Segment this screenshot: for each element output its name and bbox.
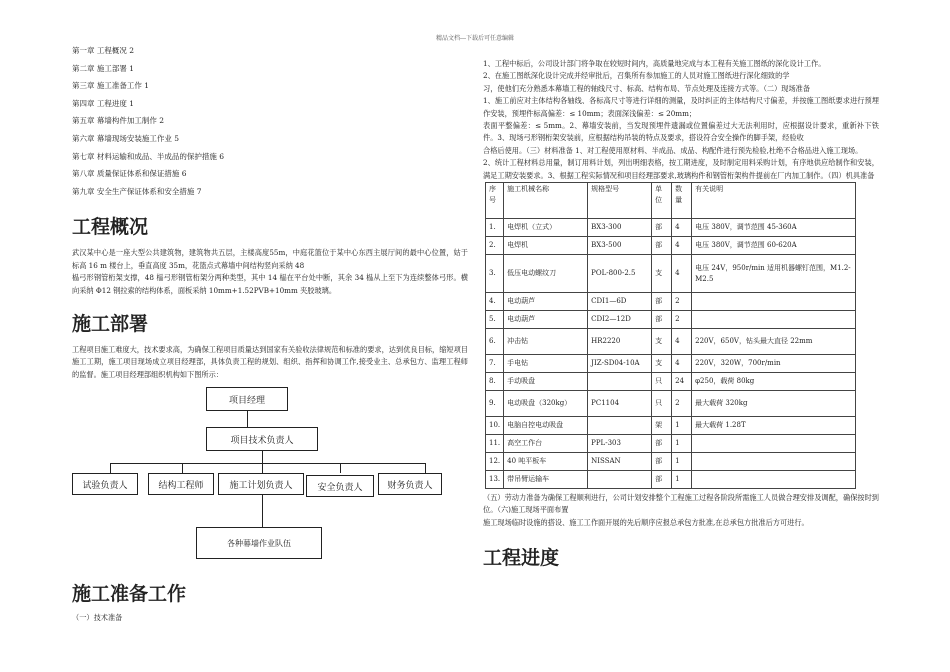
cell-model: HR2220 [588,329,652,355]
right-paragraph: 习，使他们充分熟悉本幕墙工程的轴线尺寸、标高、结构布局、节点处理及连接方式等。（二）现场准备 [483,83,811,93]
cell-model: POL-800-2.5 [588,255,652,293]
right-paragraph: 2、在施工图纸深化设计完成并经审批后，召集所有参加施工的人员对施工图纸进行深化细致的学 [483,71,790,81]
right-column [483,58,879,570]
cell-model: BX3-300 [588,219,652,237]
org-connector [262,451,263,463]
right-paragraph: 1、施工前应对主体结构各轴线、各标高尺寸等进行详细的测量，及时纠正的主体结构尺寸偏差，并按施工图纸要求进行预埋作安装，预埋件标高偏差：≤ 10mm；表面深浅偏差：≤ 20mm； [483,96,879,118]
org-box-finance-lead: 财务负责人 [378,473,442,495]
machine-table [485,182,856,489]
toc-item[interactable]: 第八章 质量保证体系和保证措施 6 [72,169,187,179]
cell-qty: 4 [672,255,692,293]
cell-model: CDI1—6D [588,293,652,311]
prep-subtitle: （一）技术准备 [72,613,123,623]
cell-no: 13. [486,471,504,489]
right-paragraph: （五）劳动力准备为确保工程顺利进行，公司计划安排整个工程施工过程各阶段所需施工人员做合理安排及调配，确保按时到位。（六)施工现场平面布置 [483,493,879,515]
table-of-contents [72,42,468,200]
org-connector [247,411,248,427]
org-box-test-lead: 试验负责人 [72,473,138,495]
cell-unit: 部 [652,435,672,453]
cell-name: 高空工作台 [504,435,588,453]
org-box-project-manager: 项目经理 [206,387,288,411]
cell-unit: 部 [652,453,672,471]
cell-unit: 架 [652,417,672,435]
right-paragraph: 表面平整偏差：≤ 5mm。2、幕墙安装前，当发现预埋件遗漏或位置偏差过大无法利用时，应根据设计要求，重新补下铁件。3、现场弓形钢桁架安装前，应根据结构吊装的特点及要求，搭设符合安全操作的脚手架，经验收 [483,121,879,143]
table-row [486,293,856,311]
cell-notes: 220V，320W，700r/min [692,355,856,373]
org-box-construction-plan-lead: 施工计划负责人 [218,473,304,495]
cell-name: 电动吸盘（320kg） [504,391,588,417]
toc-item[interactable]: 第一章 工程概况 2 [72,46,135,55]
org-box-safety-lead: 安全负责人 [306,475,374,497]
cell-unit: 部 [652,311,672,329]
cell-unit: 支 [652,255,672,293]
cell-name: 手电钻 [504,355,588,373]
overview-paragraph: 武汉某中心是一座大型公共建筑物，建筑物共五层，主楼高度55m，中庭花篮位于某中心东西主展厅间的最中心位置，姑于标高 16 m 楼台上，垂直高度 35m，花篮点式幕墙中间结构竖向采纳 48 [72,248,468,270]
cell-qty: 4 [672,237,692,255]
table-row [486,435,856,453]
org-connector [425,463,426,473]
cell-model: PPL-303 [588,435,652,453]
cell-notes: 220V，650V，钻头最大直径 22mm [692,329,856,355]
toc-item[interactable]: 第五章 幕墙构件加工制作 2 [72,116,165,126]
cell-notes [692,311,856,329]
col-header-name: 施工机械名称 [504,183,588,219]
toc-item[interactable]: 第六章 幕墙现场安装施工作业 5 [72,133,180,143]
toc-item[interactable]: 第四章 工程进度 1 [72,98,135,108]
cell-notes [692,435,856,453]
cell-model: BX3-500 [588,237,652,255]
table-row [486,355,856,373]
cell-notes: 电压 24V，950r/min 适用机器螺钉范围，M1.2-M2.5 [692,255,856,293]
heading-progress: 工程进度 [483,547,560,570]
table-row [486,219,856,237]
org-connector [262,495,263,527]
cell-no: 4. [486,293,504,311]
org-connector [182,463,183,473]
cell-unit: 部 [652,219,672,237]
table-row [486,453,856,471]
cell-model: NISSAN [588,453,652,471]
cell-no: 2. [486,237,504,255]
cell-name: 电脑自控电动吸盘 [504,417,588,435]
org-connector [110,463,425,464]
cell-qty: 24 [672,373,692,391]
cell-qty: 1 [672,471,692,489]
cell-notes [692,293,856,311]
overview-paragraph: 榀弓形钢管桁架支撑，48 榀弓形钢管桁架分两种类型，其中 14 榀在平台处中断，其余 34 榀从上至下为连续整体弓形。横向采纳 Φ12 钢拉索的结构体系，面板采纳 10mm+1.52PVB+10mm 夹胶玻璃。 [72,273,468,295]
cell-no: 7. [486,355,504,373]
cell-model: CDI2—12D [588,311,652,329]
right-paragraph: 施工现场临时设施的搭设、施工工作面开展的先后顺序应报总承包方批准,在总承包方批准后方可进行。 [483,517,809,527]
cell-no: 1. [486,219,504,237]
machine-table-body [486,219,856,489]
cell-qty: 1 [672,417,692,435]
header-note: 精品文档---下载后可任意编辑 [435,35,515,42]
cell-name: 电焊机 [504,237,588,255]
cell-notes: 电压 380V，调节范围 60-620A [692,237,856,255]
cell-name: 电焊机（立式） [504,219,588,237]
org-connector [110,463,111,473]
cell-name: 带吊臂运输车 [504,471,588,489]
cell-no: 10. [486,417,504,435]
cell-no: 6. [486,329,504,355]
cell-name: 低压电动螺纹刀 [504,255,588,293]
heading-overview: 工程概况 [72,216,149,239]
cell-model [588,471,652,489]
table-row [486,237,856,255]
cell-qty: 1 [672,435,692,453]
cell-unit: 只 [652,391,672,417]
toc-item[interactable]: 第七章 材料运输和成品、半成品的保护措施 6 [72,151,225,161]
cell-name: 手动吸盘 [504,373,588,391]
table-header-row [486,183,856,219]
cell-notes: φ250，载荷 80kg [692,373,856,391]
table-row [486,255,856,293]
col-header-model: 规格型号 [588,183,652,219]
left-column [72,44,468,625]
org-chart [72,387,468,559]
cell-no: 8. [486,373,504,391]
table-row [486,471,856,489]
right-paragraph: 1、工程中标后，公司设计部门将争取在较短时间内，高质量地完成与本工程有关施工图纸的深化设计工作。 [483,59,826,68]
cell-qty: 4 [672,355,692,373]
cell-qty: 2 [672,311,692,329]
toc-item[interactable]: 第九章 安全生产保证体系和安全措施 7 [72,186,202,196]
cell-name: 电动葫芦 [504,293,588,311]
cell-qty: 2 [672,391,692,417]
cell-notes [692,453,856,471]
org-box-work-teams: 各种幕墙作业队伍 [196,527,322,559]
cell-no: 11. [486,435,504,453]
cell-notes: 电压 380V，调节范围 45-360A [692,219,856,237]
cell-name: 电动葫芦 [504,311,588,329]
org-box-tech-lead: 项目技术负责人 [206,427,318,451]
cell-model [588,417,652,435]
cell-model [588,373,652,391]
toc-item[interactable]: 第三章 施工准备工作 1 [72,81,150,91]
cell-unit: 支 [652,329,672,355]
cell-notes [692,471,856,489]
deployment-paragraph: 工程项目施工难度大，技术要求高，为确保工程项目质量达到国家有关验收法律规范和标准的要求，达到优良目标，缩短项目施工工期，施工项目现场成立项目经理部，具体负责工程的规划、组织、指挥和协调工作,接受业主、总承包方、监理工程师的监督。施工项目经理部组织机构如下图所示： [72,344,468,379]
org-connector [262,463,263,473]
table-row [486,391,856,417]
cell-unit: 部 [652,293,672,311]
cell-model: PC1104 [588,391,652,417]
cell-qty: 4 [672,219,692,237]
heading-preparation: 施工准备工作 [72,583,187,606]
cell-unit: 部 [652,471,672,489]
right-paragraph: 合格后使用。（三）材料准备 1、对工程使用原材料、半成品、成品、构配件进行预先检验,杜绝不合格品进入施工现场。 [483,145,863,155]
cell-qty: 2 [672,293,692,311]
table-row [486,329,856,355]
right-paragraph: 2、统计工程材料总用量，制订用料计划，列出明细表格，按工期进度，及时制定用料采购计划，有序地供应给制作和安装，满足工期安装要求。3、根据工程实际情况和项目经理部要求,玻璃构件和钢管桁架构件提前在厂内加工制作。（四）机具准备 [483,158,879,180]
cell-name: 40 吨平板车 [504,453,588,471]
table-row [486,417,856,435]
col-header-notes: 有关说明 [692,183,856,219]
cell-notes: 最大载荷 1.28T [692,417,856,435]
cell-no: 3. [486,255,504,293]
col-header-unit: 单位 [652,183,672,219]
cell-unit: 部 [652,237,672,255]
cell-qty: 4 [672,329,692,355]
cell-unit: 只 [652,373,672,391]
table-row [486,311,856,329]
cell-notes: 最大载荷 320kg [692,391,856,417]
col-header-qty: 数量 [672,183,692,219]
org-connector [340,463,341,473]
cell-unit: 支 [652,355,672,373]
toc-item[interactable]: 第二章 施工部署 1 [72,63,135,73]
cell-no: 5. [486,311,504,329]
cell-no: 12. [486,453,504,471]
cell-name: 冲击钻 [504,329,588,355]
cell-no: 9. [486,391,504,417]
col-header-no: 序号 [486,183,504,219]
cell-qty: 1 [672,453,692,471]
org-box-structural-engineer: 结构工程师 [148,473,214,495]
table-row [486,373,856,391]
heading-deployment: 施工部署 [72,312,149,335]
cell-model: JIZ-SD04-10A [588,355,652,373]
